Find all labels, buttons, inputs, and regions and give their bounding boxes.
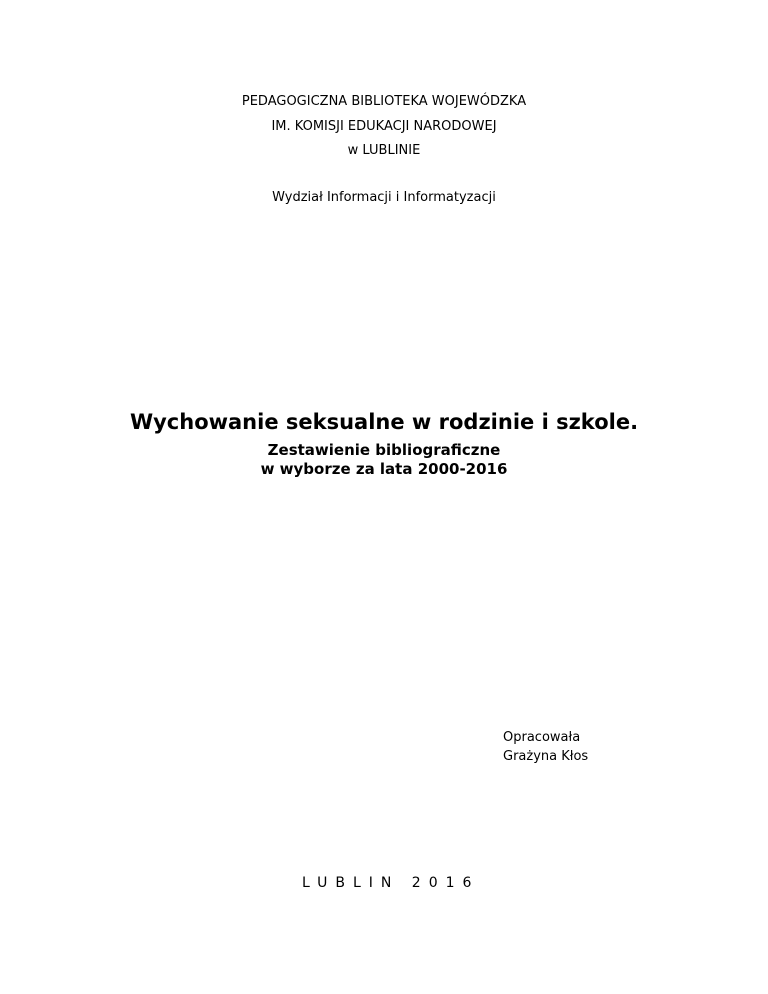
author-name: Grażyna Kłos xyxy=(503,749,589,764)
document-subtitle-line2: w wyborze za lata 2000-2016 xyxy=(260,460,508,478)
document-subtitle-line1: Zestawienie bibliograficzne xyxy=(267,441,501,459)
institution-city: w LUBLINIE xyxy=(347,143,421,158)
department-name: Wydział Informacji i Informatyzacji xyxy=(272,190,496,205)
author-label: Opracowała xyxy=(503,730,581,745)
institution-name-line1: PEDAGOGICZNA BIBLIOTEKA WOJEWÓDZKA xyxy=(241,94,527,109)
place-and-year: LUBLIN 2016 xyxy=(302,875,480,891)
institution-name-line2: IM. KOMISJI EDUKACJI NARODOWEJ xyxy=(271,119,497,134)
document-title: Wychowanie seksualne w rodzinie i szkole. xyxy=(129,410,639,434)
